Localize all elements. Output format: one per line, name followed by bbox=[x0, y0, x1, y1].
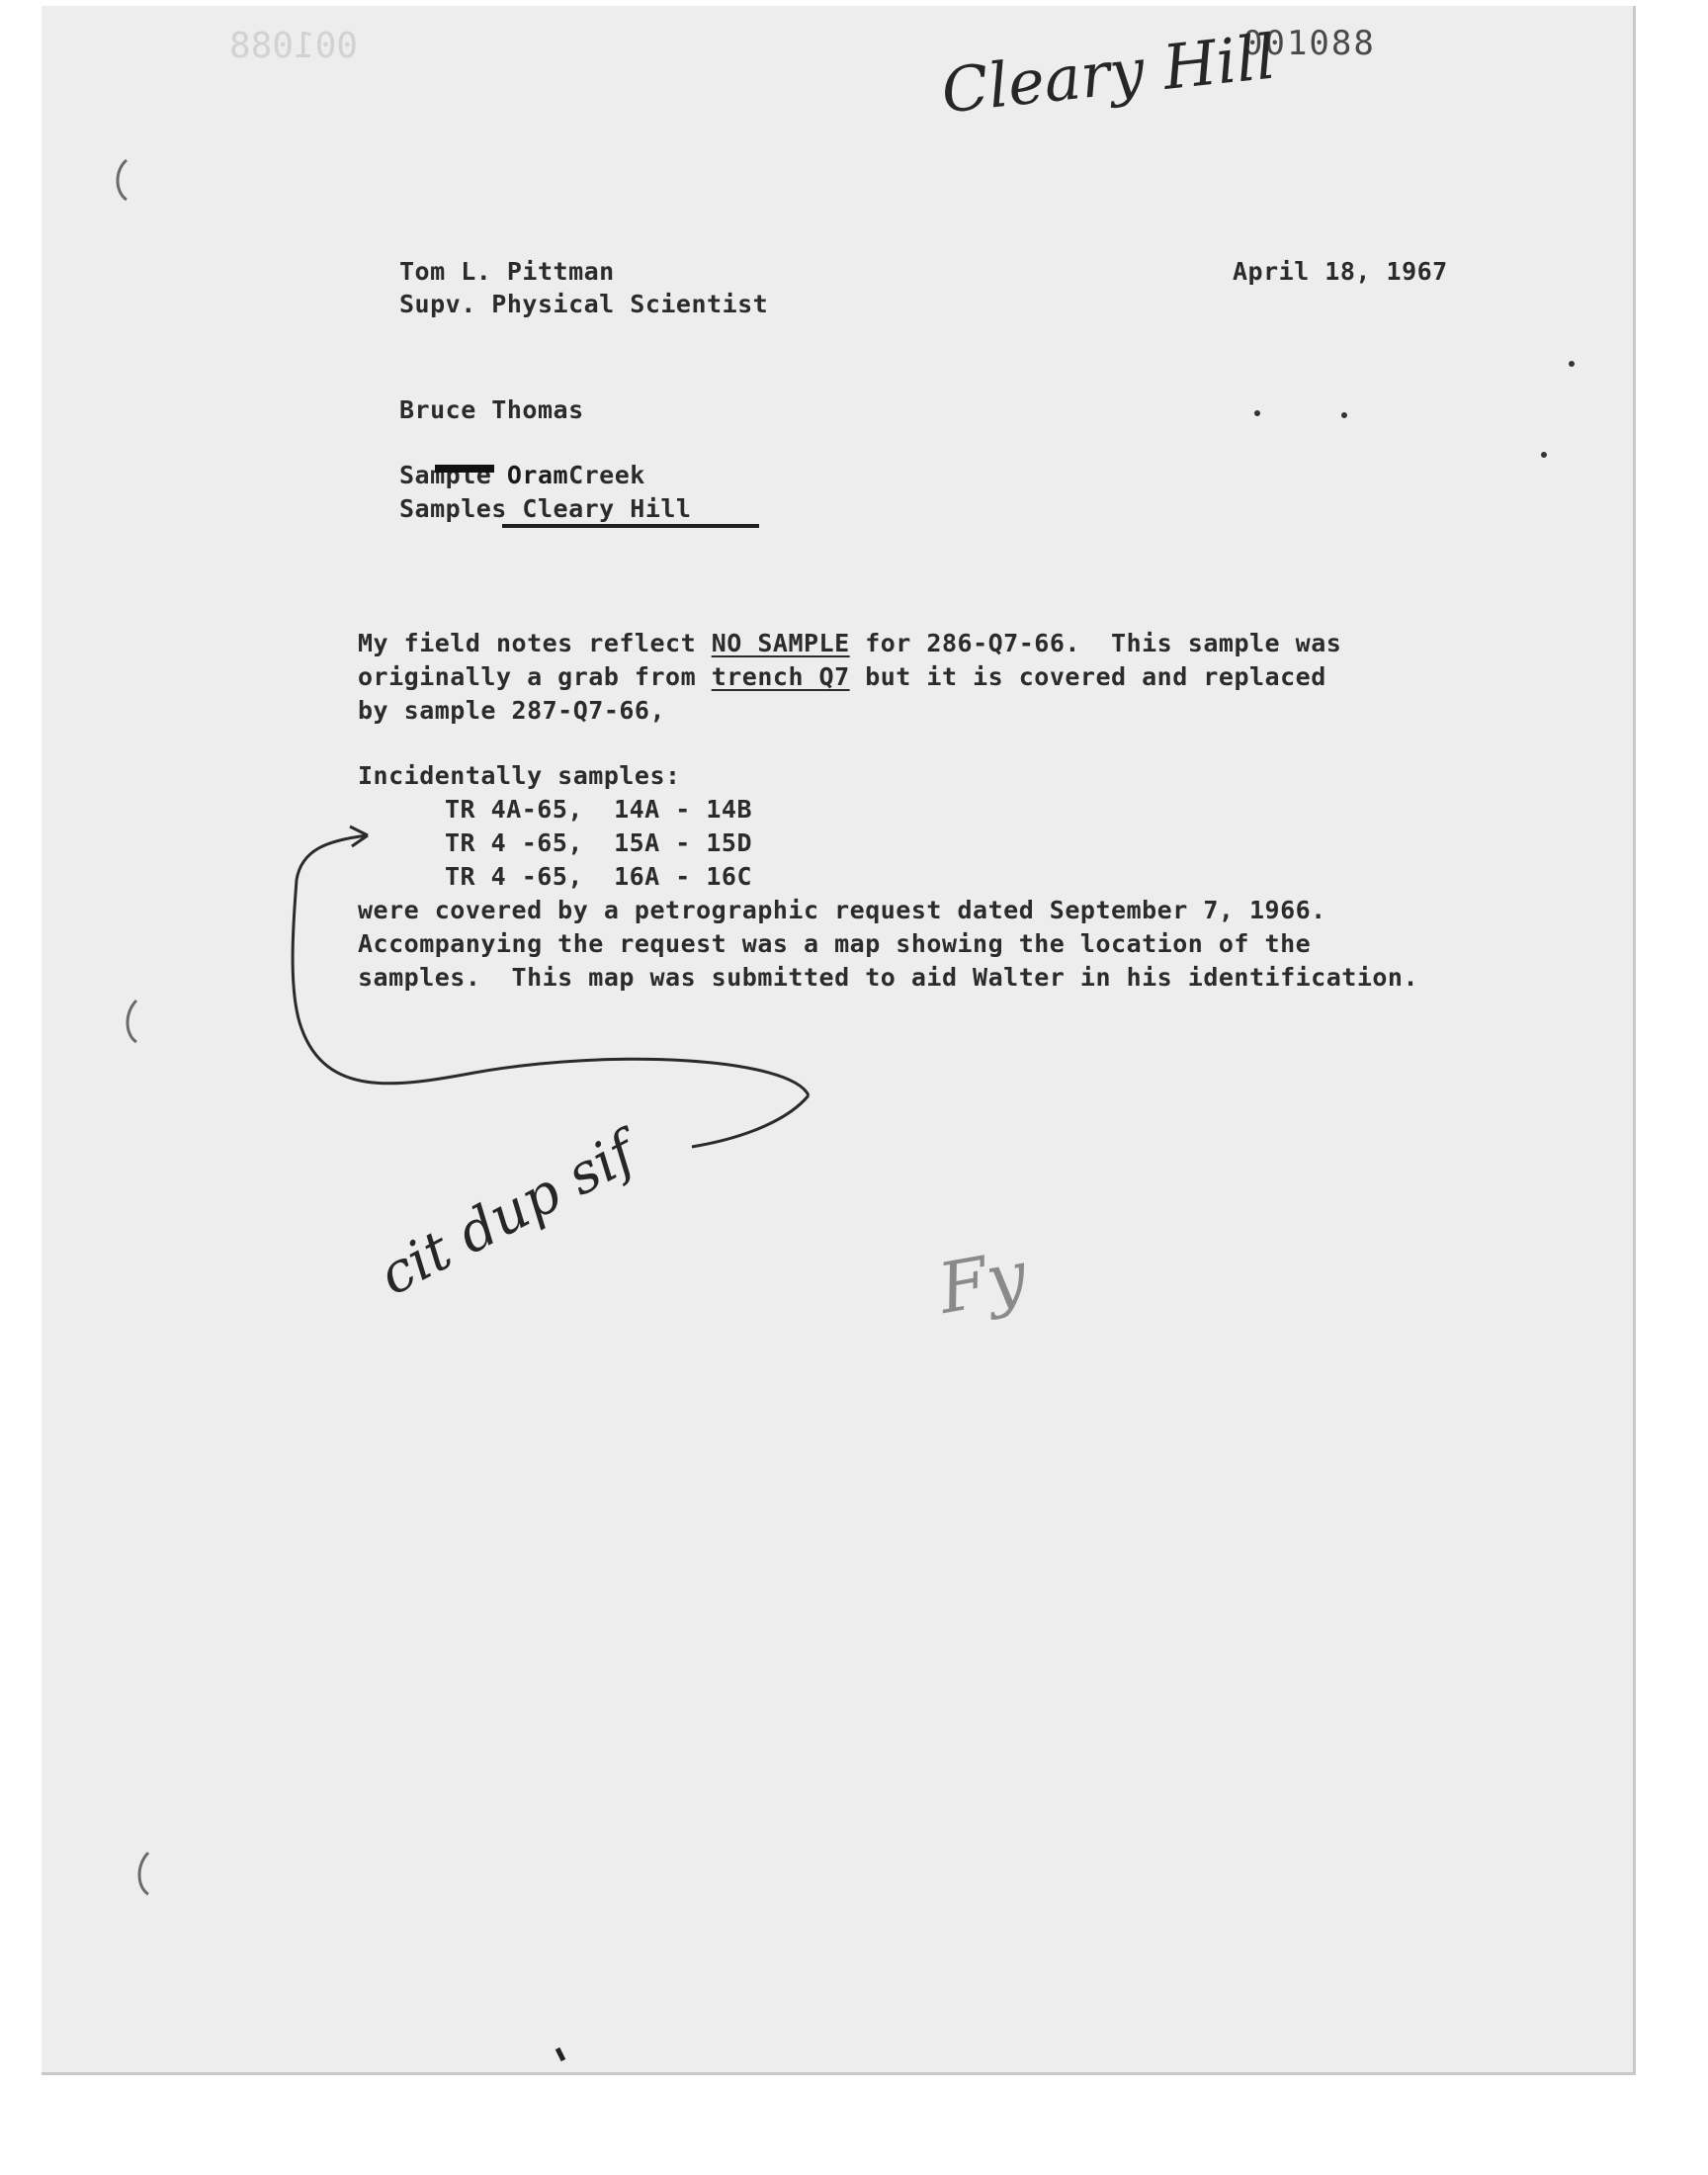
body-p1-line3: by sample 287-Q7-66, bbox=[358, 696, 666, 725]
initials-signature: Fy bbox=[932, 1234, 1033, 1331]
punch-hole-mark bbox=[118, 160, 127, 200]
subject-suffix: Creek bbox=[568, 461, 645, 489]
stray-mark bbox=[1541, 452, 1547, 458]
stray-mark bbox=[1254, 410, 1260, 416]
punch-hole-mark bbox=[139, 1853, 148, 1894]
sender-title: Supv. Physical Scientist bbox=[399, 290, 769, 318]
body-p2-line1: were covered by a petrographic request dated September 7, 1966. bbox=[358, 896, 1326, 924]
sample-item: TR 4A-65, 14A - 14B bbox=[445, 795, 753, 824]
body-p2-line2: Accompanying the request was a map showing the location of the bbox=[358, 929, 1312, 958]
margin-note: cit dup sif bbox=[369, 1120, 646, 1309]
bleed-through-number: 001088 bbox=[229, 26, 359, 66]
stray-mark bbox=[1341, 412, 1347, 418]
sender-name: Tom L. Pittman bbox=[399, 257, 615, 286]
body-p2-line3: samples. This map was submitted to aid Walter in his identification. bbox=[358, 963, 1419, 992]
handwritten-arrow bbox=[293, 835, 809, 1095]
recipient-name: Bruce Thomas bbox=[399, 395, 584, 424]
handwritten-heading: Cleary Hill bbox=[938, 20, 1279, 128]
no-sample-emphasis: NO SAMPLE bbox=[711, 629, 850, 657]
subject-struck-word: Oram bbox=[506, 461, 569, 489]
sample-item: TR 4 -65, 15A - 15D bbox=[445, 828, 753, 857]
punch-hole-mark bbox=[128, 1000, 136, 1042]
p1-text: for 286-Q7-66. This sample was bbox=[849, 629, 1342, 657]
body-p2-intro: Incidentally samples: bbox=[358, 761, 681, 790]
document-number: 001088 bbox=[1242, 24, 1376, 63]
trench-emphasis: trench Q7 bbox=[711, 662, 850, 691]
p1-text: My field notes reflect bbox=[358, 629, 712, 657]
memo-date: April 18, 1967 bbox=[1233, 257, 1448, 286]
subject-line-2: Samples Cleary Hill bbox=[399, 494, 692, 523]
arrow-tail-line bbox=[692, 1095, 809, 1147]
p1-text: originally a grab from bbox=[358, 662, 712, 691]
subject-prefix: Sample bbox=[399, 461, 507, 489]
p1-text: but it is covered and replaced bbox=[849, 662, 1326, 691]
stray-mark bbox=[557, 2048, 563, 2060]
sample-item: TR 4 -65, 16A - 16C bbox=[445, 862, 753, 891]
stray-mark bbox=[1569, 361, 1575, 367]
